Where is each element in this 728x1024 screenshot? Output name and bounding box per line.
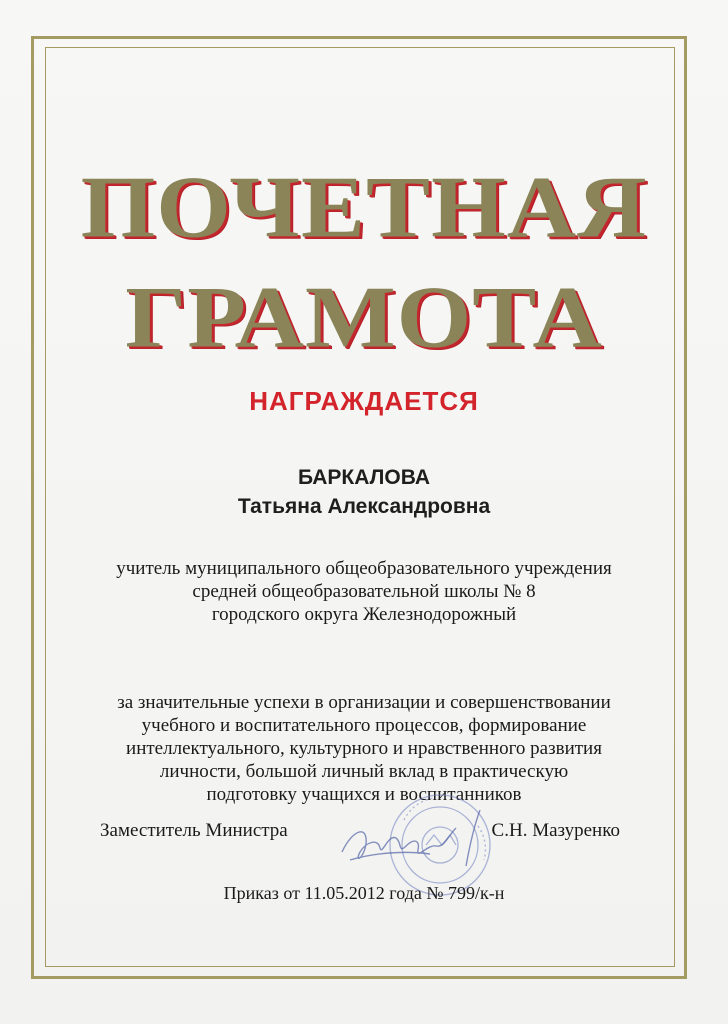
recipient-surname: БАРКАЛОВА (297, 466, 431, 489)
signer-title: Заместитель Министра (100, 820, 288, 841)
recipient-position: учитель муниципального общеобразовательного учреждения средней общеобразовательной школы № 8 городского округа Железнодорожный (116, 558, 612, 625)
award-reason: за значительные успехи в организации и совершенствовании учебного и воспитательного процессов, формирование интеллектуального, культурного и нравственного развития личности, большой личный вклад в практическую подготовку учащихся и воспитанников (117, 692, 611, 805)
recipient-name: Татьяна Александровна (237, 495, 491, 518)
awarded-label: НАГРАЖДАЕТСЯ (249, 386, 479, 416)
signer-name: С.Н. Мазуренко (491, 820, 620, 841)
certificate-title-line2: ГРАМОТА (125, 267, 603, 366)
certificate-title-line1: ПОЧЕТНАЯ (80, 157, 648, 256)
signature-row (100, 820, 620, 850)
order-reference: Приказ от 11.05.2012 года № 799/к-н (223, 883, 505, 903)
